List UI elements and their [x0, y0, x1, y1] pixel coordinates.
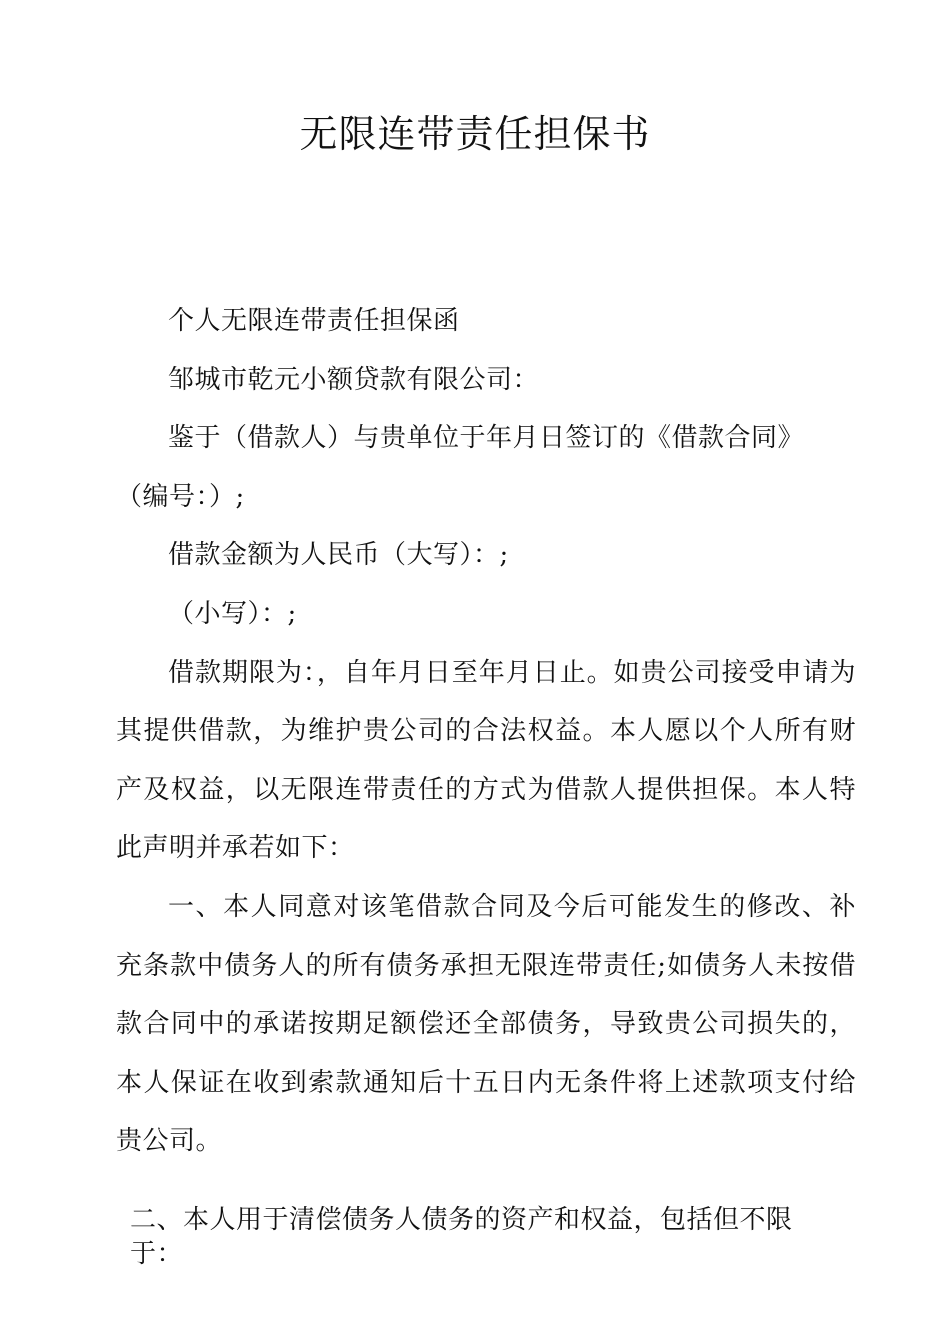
- paragraph-addressee: 邹城市乾元小额贷款有限公司：: [168, 364, 540, 395]
- paragraph-heading: 个人无限连带责任担保函: [168, 306, 460, 336]
- paragraph-whereas: 鉴于（借款人）与贵单位于年月日签订的《借款合同》: [168, 423, 805, 454]
- paragraph-clause-one: 一、本人同意对该笔借款合同及今后可能发生的修改、补充条款中债务人的所有债务承担无限连带责任;如债务人未按借款合同中的承诺按期足额偿还全部债务，导致贵公司损失的，本人保证在收到索款通知后十五日内无条件将上述款项支付给贵公司。: [116, 891, 856, 1157]
- paragraph-loan-amount-capital: 借款金额为人民币（大写）：;: [168, 540, 509, 571]
- paragraph-clause-two: 二、本人用于清偿债务人债务的资产和权益，包括但不限于：: [130, 1205, 793, 1269]
- paragraph-loan-amount-small: （小写）：;: [168, 598, 297, 629]
- document-body: [116, 292, 856, 1171]
- paragraph-loan-term: 借款期限为：，自年月日至年月日止。如贵公司接受申请为其提供借款，为维护贵公司的合法权益。本人愿以个人所有财产及权益，以无限连带责任的方式为借款人提供担保。本人特此声明并承若如下：: [116, 657, 856, 864]
- paragraph-contract-number: （编号：）;: [116, 481, 245, 512]
- document-title: 无限连带责任担保书: [299, 112, 651, 156]
